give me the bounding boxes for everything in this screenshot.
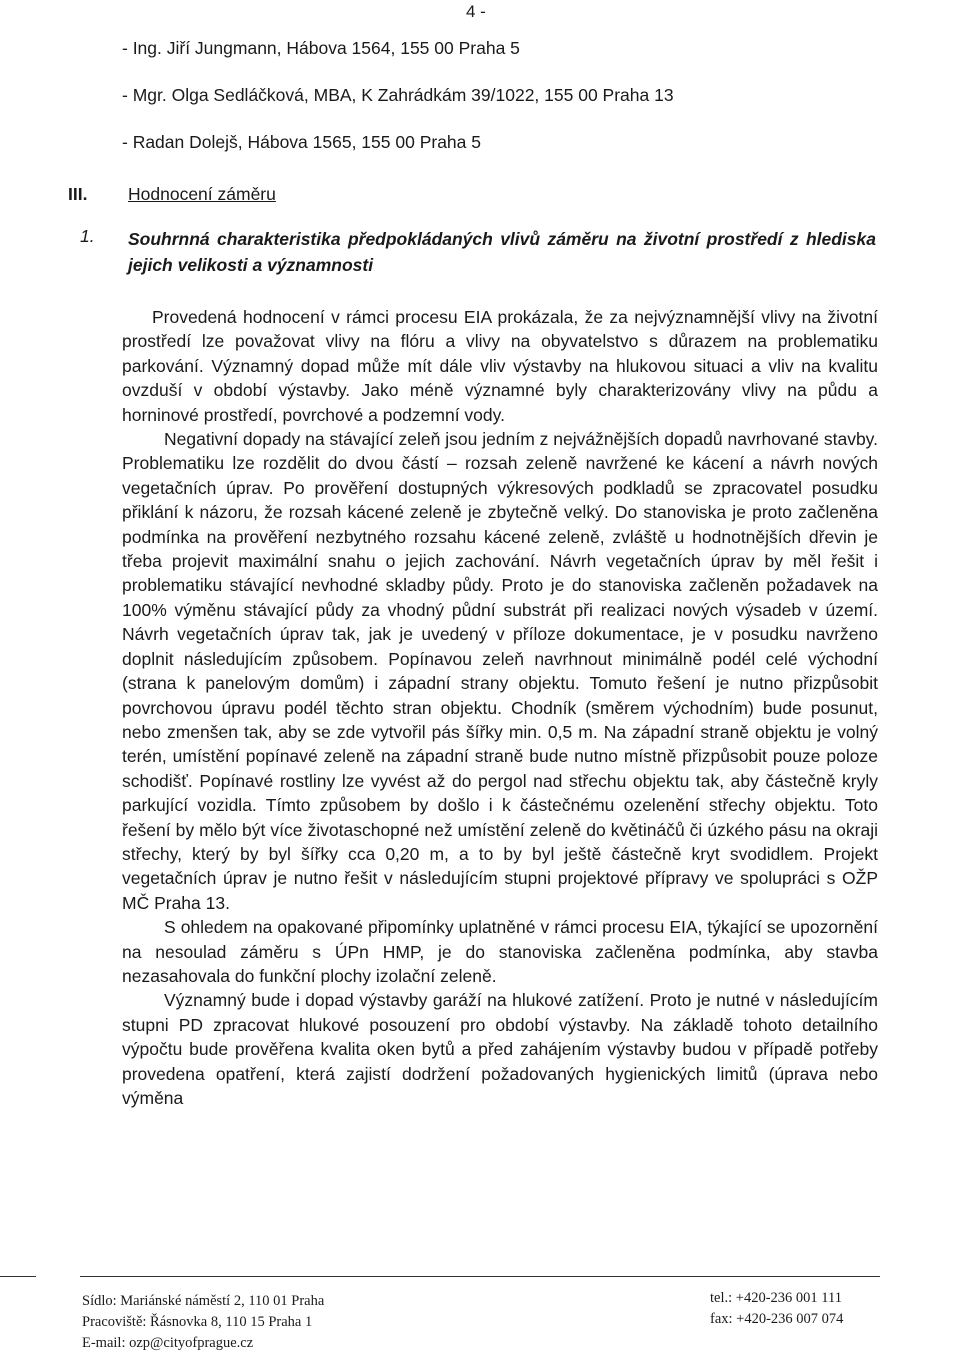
paragraph: Významný bude i dopad výstavby garáží na hlukové zatížení. Proto je nutné v následujícím stupni PD zpracovat hlukové posouzení pro období výstavby. Na základě tohoto detailního výpočtu bude prověřena kvalita oken bytů a před zahájením výstavby budou v případě potřeby provedena opatření, která zajistí dodržení požadovaných hygienických limitů (úprava nebo výměna [122,990,878,1108]
section-number: III. [68,184,88,204]
item-number: 1. [80,226,95,246]
footer-workplace: Pracoviště: Řásnovka 8, 110 15 Praha 1 [82,1314,313,1330]
footer-address: Sídlo: Mariánské náměstí 2, 110 01 Praha [82,1293,325,1309]
page-number: 4 - [466,2,486,21]
footer-phone: tel.: +420-236 001 111 [710,1290,842,1306]
footer-divider-left [0,1276,36,1277]
paragraph: Provedená hodnocení v rámci procesu EIA prokázala, že za nejvýznamnější vlivy na životní prostředí lze považovat vlivy na flóru a vlivy na obyvatelstvo s důrazem na problematiku parkování. Významný dopad může mít dále vliv výstavby na hlukovou situaci a vliv na kvalitu ovzduší v období výstavby. Jako méně významné byly charakterizovány vlivy na půdu a horninové prostředí, povrchové a podzemní vody. [122,307,878,425]
paragraph: S ohledem na opakované připomínky uplatněné v rámci procesu EIA, týkající se upozornění na nesoulad záměru s ÚPn HMP, je do stanoviska začleněna podmínka, aby stavba nezasahovala do funkční plochy izolační zeleně. [122,917,878,986]
section-title: Hodnocení záměru [128,184,276,204]
footer-fax: fax: +420-236 007 074 [710,1311,844,1327]
body-text [122,305,878,1110]
footer-contact-right [710,1288,843,1330]
recipient-item: - Ing. Jiří Jungmann, Hábova 1564, 155 00 Praha 5 [122,38,520,58]
recipient-item: - Mgr. Olga Sedláčková, MBA, K Zahrádkám 39/1022, 155 00 Praha 13 [122,85,674,105]
footer-email: E-mail: ozp@cityofprague.cz [82,1335,254,1351]
recipient-item: - Radan Dolejš, Hábova 1565, 155 00 Praha 5 [122,132,481,152]
footer-contact-left [82,1291,324,1354]
paragraph: Negativní dopady na stávající zeleň jsou jedním z nejvážnějších dopadů navrhované stavby. Problematiku lze rozdělit do dvou částí – rozsah zeleně navržené ke kácení a návrh nových vegetačních úprav. Po prověření dostupných výkresových podkladů se zpracovatel posudku přiklání k názoru, že rozsah kácené zeleně je zbytečně velký. Do stanoviska je proto začleněna podmínka na prověření nezbytného rozsahu kácené zeleně, zvláště u hodnotnějších dřevin je třeba projevit maximální snahu o jejich zachování. Návrh vegetačních úprav by měl řešit i problematiku stávající nevhodné skladby půdy. Proto je do stanoviska začleněn požadavek na 100% výměnu stávající půdy za vhodný půdní substrát při realizaci nových výsadeb v území. Návrh vegetačních úprav tak, jak je uvedený v příloze dokumentace, je v posudku navrženo doplnit následujícím způsobem. Popínavou zeleň navrhnout minimálně podél celé východní (strana k panelovým domům) i západní strany objektu. Tomuto řešení je nutno přizpůsobit povrchovou úpravu podél těchto stran objektu. Chodník (směrem východním) bude posunut, nebo zmenšen tak, aby se zde vytvořil pás šířky min. 0,5 m. Na západní straně objektu je volný terén, umístění popínavé zeleně na západní straně bude nutno místně přizpůsobit pouze poloze schodišť. Popínavé rostliny lze vyvést až do pergol nad střechu objektu tak, aby částečně kryly parkující vozidla. Tímto způsobem by došlo i k částečnému ozelenění střechy objektu. Toto řešení by mělo být více životaschopné než umístění zeleně do květináčů či úzkého pásu na okraji střechy, který by byl šířky cca 0,20 m, a to by byl ještě částečně kryt svodidlem. Projekt vegetačních úprav je nutno řešit v následujícím stupni projektové přípravy ve spolupráci s OŽP MČ Praha 13. [122,429,878,913]
item-heading: Souhrnná charakteristika předpokládaných vlivů záměru na životní prostředí z hlediska jejich velikosti a významnosti [128,229,876,275]
footer-divider [80,1276,880,1277]
